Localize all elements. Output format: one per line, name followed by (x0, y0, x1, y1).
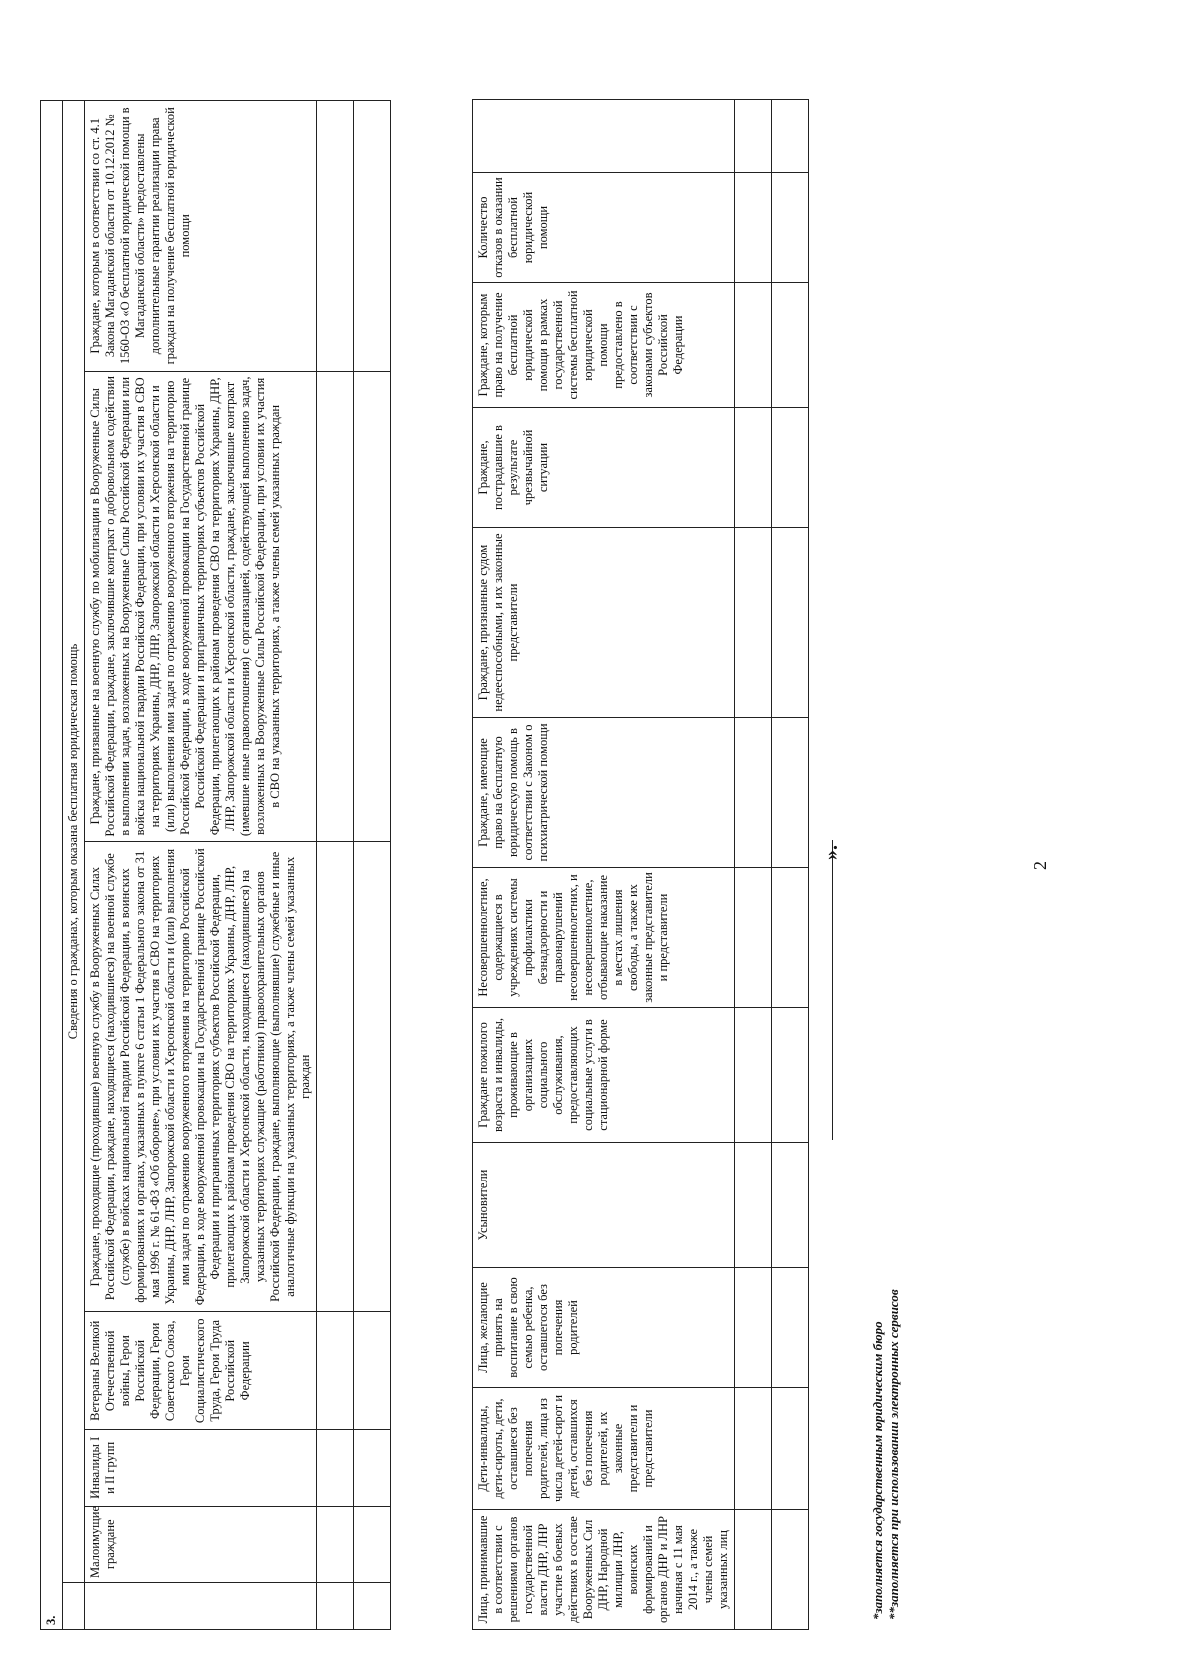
col-header-foster-candidates: Лица, желающие принять на воспитание в свою семью ребенка, оставшегося без попечения родителей (473, 1268, 735, 1388)
col-header-incapacitated: Граждане, признанные судом недееспособными, и их законные представители (473, 528, 735, 718)
value-cell[interactable] (735, 408, 772, 528)
value-cell[interactable] (317, 842, 354, 1312)
table-caption: Сведения о гражданах, которым оказана бесплатная юридическая помощь (63, 101, 85, 1583)
col-header-low-income: Малоимущие граждане (85, 1506, 317, 1582)
value-cell[interactable] (354, 842, 391, 1312)
col-header-elderly-in-care: Граждане пожилого возраста и инвалиды, проживающие в организациях социального обслуживания, предоставляющих социальные услуги в стационарной форме (473, 1008, 735, 1143)
col-header-veterans-heroes: Ветераны Великой Отечественной войны, Герои Российской Федерации, Герои Советского Союза, Герои Социалистического Труда, Герои Труда Российской Федерации (85, 1312, 317, 1430)
value-cell[interactable] (354, 101, 391, 372)
col-header-servicemen-svo: Граждане, проходящие (проходившие) военную службу в Вооруженных Силах Российской Федерации, граждане, находящиеся (находившиеся) на военной службе (службе) в войсках национальной гвардии Российской Федерации, в воинских формированиях и органах, указанных в пункте 6 статьи 1 Федерального закона от 31 мая 1996 г. № 61-ФЗ «Об обороне», при условии их участия в СВО на территориях Украины, ДНР, ЛНР, Запорожской области и Херсонской области и (или) выполнения ими задач по отражению вооруженного вторжения на территорию Российской Федерации, в ходе вооруженной провокации на Государственной границе Российской Федерации и приграничных территориях субъектов Российской Федерации, прилегающих к районам проведения СВО на территориях Украины, ДНР, ЛНР, Запорожской области и Херсонской области, находящиеся (находившиеся) на указанных территориях служащие (работники) правоохранительных органов Российской Федерации, граждане, выполняющие (выполнявшие) служебные и иные аналогичные функции на указанных территориях, а также члены семей указанных граждан (85, 842, 317, 1312)
value-cell[interactable] (354, 1506, 391, 1582)
value-cell[interactable] (772, 868, 809, 1008)
value-cell[interactable] (735, 283, 772, 408)
value-cell[interactable] (772, 528, 809, 718)
col-header-emergency-victims: Граждане, пострадавшие в результате чрезвычайной ситуации (473, 408, 735, 528)
value-cell[interactable] (354, 1430, 391, 1506)
value-cell[interactable] (735, 1008, 772, 1143)
value-cell[interactable] (772, 1008, 809, 1143)
col-header-mobilized-svo: Граждане, призванные на военную службу по мобилизации в Вооруженные Силы Российской Федерации, граждане, заключившие контракт о добровольном содействии в выполнении задач, возложенных на Вооруженные Силы Российской Федерации или войска национальной гвардии Российской Федерации, при условии их участия в СВО на территориях Украины, ДНР, ЛНР, Запорожской области и Херсонской области и (или) выполнения ими задач по отражению вооруженного вторжения на территорию Российской Федерации, в ходе вооруженной провокации на Государственной границе Российской Федерации и приграничных территориях субъектов Российской Федерации, прилегающих к районам проведения СВО на территориях Украины, ДНР, ЛНР, Запорожской области и Херсонской области, граждане, заключившие контракт (имевшие иные правоотношения) с организацией, содействующей выполнению задач, возложенных на Вооруженные Силы Российской Федерации, при условии их участия в СВО на указанных территориях, а также члены семей указанных граждан (85, 371, 317, 841)
col-header-dnr-lnr-participants: Лица, принимавшие в соответствии с решениями органов государственной власти ДНР, ЛНР участие в боевых действиях в составе Вооруженных Сил ДНР, Народной милиции ЛНР, воинских формирований и органов ДНР и ЛНР начиная с 11 мая 2014 г., а также члены семей указанных лиц (473, 1510, 735, 1630)
rotated-form-sheet (20, 80, 1150, 1640)
footnote-1: *заполняется государственным юридическим бюро (870, 1321, 885, 1620)
value-cell[interactable] (772, 1143, 809, 1268)
table-top (40, 100, 391, 1630)
value-cell[interactable] (735, 1510, 772, 1630)
value-cell[interactable] (735, 1143, 772, 1268)
value-cell[interactable] (772, 408, 809, 528)
value-cell[interactable] (354, 371, 391, 841)
value-cell[interactable] (317, 1506, 354, 1582)
value-cell[interactable] (317, 101, 354, 372)
col-header-psychiatric: Граждане, имеющие право на бесплатную юридическую помощь в соответствии с Законом о психиатрической помощи (473, 718, 735, 868)
value-cell[interactable] (735, 173, 772, 283)
value-cell[interactable] (317, 371, 354, 841)
col-header-disabled: Инвалиды I и II групп (85, 1430, 317, 1506)
value-cell[interactable] (735, 1388, 772, 1510)
value-cell[interactable] (772, 173, 809, 283)
signature-line (832, 840, 833, 1140)
value-cell[interactable] (772, 1510, 809, 1630)
value-cell[interactable] (735, 718, 772, 868)
col-header-refusals-count: Количество отказов в оказании бесплатной юридической помощи (473, 173, 735, 283)
col-header-children-orphans: Дети-инвалиды, дети-сироты, дети, оставшиеся без попечения родителей, лица из числа детей-сирот и детей, оставшихся без попечения родителей, их законные представители и представители (473, 1388, 735, 1510)
col-header-adoptive-parents: Усыновители (473, 1143, 735, 1268)
value-cell[interactable] (772, 1388, 809, 1510)
col-header-regional-law: Граждане, которым право на получение бесплатной юридической помощи в рамках государственной системы бесплатной юридической помощи предоставлено в соответствии с законами субъектов Российской Федерации (473, 283, 735, 408)
row-number: 3. (41, 101, 63, 1630)
value-cell[interactable] (317, 1430, 354, 1506)
page-number: 2 (1030, 861, 1050, 870)
footnotes (870, 1289, 902, 1620)
value-cell[interactable] (317, 1312, 354, 1430)
footnote-2: **заполняется при использовании электронных сервисов (886, 1289, 901, 1620)
value-cell[interactable] (735, 1268, 772, 1388)
value-cell[interactable] (735, 528, 772, 718)
value-cell[interactable] (772, 283, 809, 408)
col-header-additional-guarantees: Граждане, которым в соответствии со ст. 4.1 Закона Магаданской области от 10.12.2012 № 1560-ОЗ «О бесплатной юридической помощи в Магаданской области» предоставлены дополнительные гарантии реализации права граждан на получение бесплатной юридической помощи (85, 101, 317, 372)
value-cell[interactable] (772, 1268, 809, 1388)
value-cell[interactable] (735, 868, 772, 1008)
table-bottom (472, 99, 809, 1630)
value-cell[interactable] (354, 1312, 391, 1430)
value-cell[interactable] (772, 718, 809, 868)
closing-quote-mark: ». (820, 845, 842, 860)
col-header-minors: Несовершеннолетние, содержащиеся в учреждениях системы профилактики безнадзорности и правонарушений несовершеннолетних, и несовершеннолетние, отбывающие наказание в местах лишения свободы, а также их законные представители и представители (473, 868, 735, 1008)
